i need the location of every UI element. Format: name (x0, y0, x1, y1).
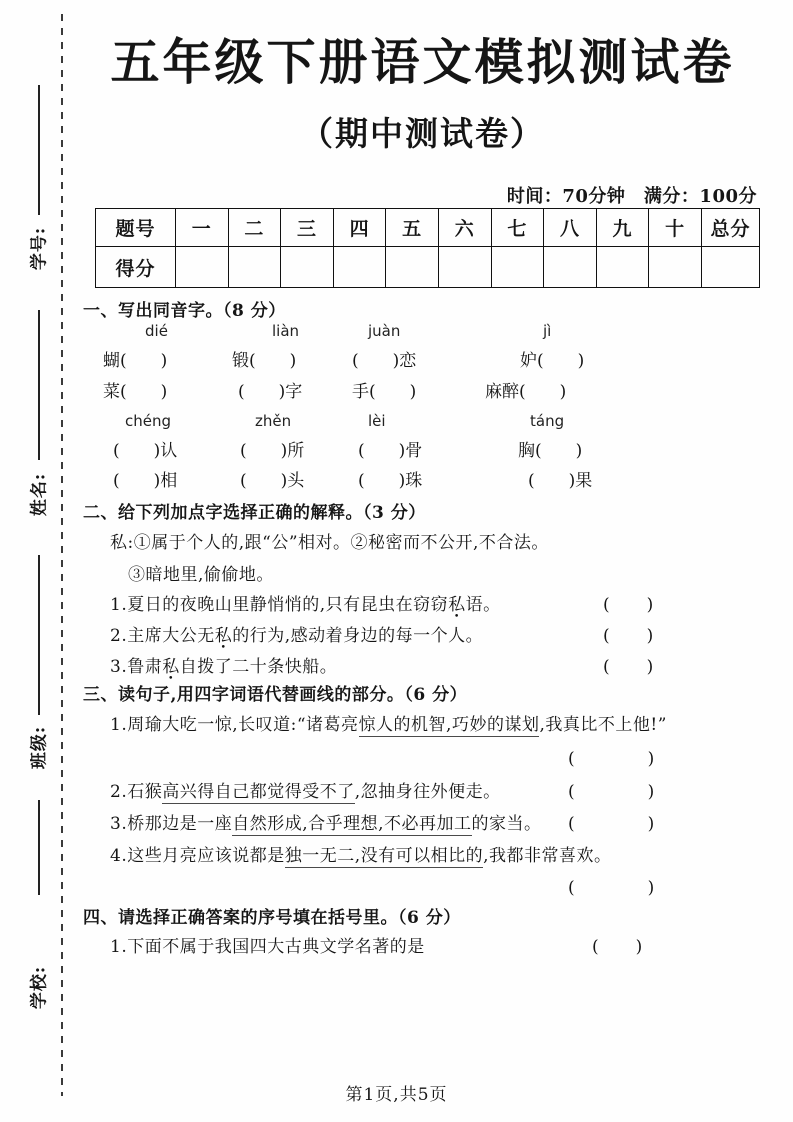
homophone-blank: ( )头 (240, 471, 305, 491)
score-table-cell: 二 (228, 209, 281, 247)
answer-bracket: ( ) (568, 814, 656, 834)
answer-bracket: ( ) (603, 657, 655, 677)
score-cell-empty (702, 247, 760, 288)
pinyin-zhen: zhěn (255, 412, 292, 430)
sentence-text: 4.这些月亮应该说都是 (110, 846, 285, 866)
answer-bracket: ( ) (592, 937, 644, 957)
score-table-cell: 四 (333, 209, 386, 247)
pinyin-juan: juàn (368, 322, 401, 340)
pinyin-cheng: chéng (125, 412, 172, 430)
underlined-text: 自然形成,合乎理想,不必再加工 (232, 814, 472, 834)
score-cell-empty (176, 247, 229, 288)
section2-item-2 (110, 621, 483, 646)
section3-item-4 (110, 841, 612, 866)
homophone-blank: 锻( ) (232, 351, 297, 371)
answer-bracket: ( ) (603, 595, 655, 615)
score-cell-empty (438, 247, 491, 288)
score-table-cell: 八 (544, 209, 597, 247)
answer-bracket: ( ) (568, 878, 656, 898)
sentence-text: ,我真比不上他!” (539, 715, 667, 735)
page-subtitle: （期中测试卷） (300, 114, 545, 153)
score-table-cell: 六 (438, 209, 491, 247)
homophone-blank: 菜( ) (103, 382, 168, 402)
homophone-blank: ( )骨 (358, 441, 423, 461)
score-table-cell: 一 (176, 209, 229, 247)
pinyin-ji: jì (543, 322, 552, 340)
homophone-blank: ( )珠 (358, 471, 423, 491)
pinyin-tang: táng (530, 412, 565, 430)
class-label: 班级: (29, 725, 50, 770)
student-id-label: 学号: (29, 226, 50, 271)
section1-heading: 一、写出同音字。（8 分） (83, 301, 286, 321)
dotted-character: 私 (162, 657, 180, 677)
section3-item-2 (110, 777, 501, 802)
homophone-blank: 妒( ) (520, 351, 585, 371)
dotted-character: 私 (448, 595, 466, 615)
dotted-character: 私 (214, 626, 233, 646)
underlined-text: 高兴得自己都觉得受不了 (162, 782, 355, 802)
score-table-header-row (96, 209, 760, 247)
score-table (95, 208, 760, 288)
section3-item-1 (110, 710, 667, 735)
score-cell-empty (544, 247, 597, 288)
sentence-text: 1.夏日的夜晚山里静悄悄的,只有昆虫在窃窃 (110, 595, 449, 615)
section2-heading: 二、给下列加点字选择正确的解释。（3 分） (83, 503, 426, 523)
student-id-blank-line (38, 85, 40, 215)
sentence-text: ,忽抽身往外便走。 (354, 782, 501, 802)
section4-item-1: 1.下面不属于我国四大古典文学名著的是 (110, 937, 425, 957)
homophone-blank: 蝴( ) (103, 351, 168, 371)
score-table-score-row (96, 247, 760, 288)
homophone-blank: ( )相 (113, 471, 178, 491)
section3-heading: 三、读句子,用四字词语代替画线的部分。（6 分） (83, 685, 468, 705)
homophone-blank: ( )认 (113, 441, 178, 461)
homophone-blank: 胸( ) (518, 441, 583, 461)
score-cell-empty (333, 247, 386, 288)
sentence-text: 语。 (465, 595, 501, 615)
sentence-text: 2.石猴 (110, 782, 163, 802)
underlined-text: 独一无二,没有可以相比的 (284, 846, 484, 866)
answer-bracket: ( ) (603, 626, 655, 646)
score-table-cell: 九 (596, 209, 649, 247)
section2-item-3 (110, 652, 337, 677)
sentence-text: 的家当。 (471, 814, 542, 834)
section3-item-3 (110, 809, 542, 834)
sentence-text: 自拨了二十条快船。 (179, 657, 338, 677)
page-number: 第1页,共5页 (345, 1085, 448, 1105)
time-score-info: 时间：70分钟 满分：100分 (506, 186, 757, 207)
sentence-text: 的行为,感动着身边的每一个人。 (232, 626, 484, 646)
school-blank-line (38, 800, 40, 895)
school-label: 学校: (29, 965, 50, 1010)
homophone-blank: 手( ) (352, 382, 417, 402)
homophone-blank: 麻醉( ) (485, 382, 567, 402)
pinyin-lian: liàn (272, 322, 300, 340)
answer-bracket: ( ) (568, 782, 656, 802)
score-cell-empty (228, 247, 281, 288)
dashed-cut-line (61, 14, 63, 1096)
page-title: 五年级下册语文模拟测试卷 (110, 33, 735, 91)
homophone-blank: ( )果 (528, 471, 593, 491)
score-table-cell: 十 (649, 209, 702, 247)
score-table-cell: 五 (386, 209, 439, 247)
score-cell-empty (386, 247, 439, 288)
homophone-blank: ( )字 (238, 382, 303, 402)
section4-heading: 四、请选择正确答案的序号填在括号里。（6 分） (83, 908, 461, 928)
score-table-cell: 题号 (96, 209, 176, 247)
score-table-cell: 三 (281, 209, 334, 247)
homophone-blank: ( )所 (240, 441, 305, 461)
definition-line-1: 私:①属于个人的,跟“公”相对。②秘密而不公开,不合法。 (110, 533, 549, 553)
definition-line-2: ③暗地里,偷偷地。 (128, 565, 274, 585)
score-row-label: 得分 (96, 247, 176, 288)
class-blank-line (38, 555, 40, 715)
underlined-text: 惊人的机智,巧妙的谋划 (358, 715, 540, 735)
score-table-cell: 七 (491, 209, 544, 247)
score-cell-empty (596, 247, 649, 288)
pinyin-lei: lèi (368, 412, 386, 430)
score-cell-empty (281, 247, 334, 288)
name-label: 姓名: (29, 472, 50, 517)
sentence-text: ,我都非常喜欢。 (483, 846, 612, 866)
pinyin-die: dié (145, 322, 168, 340)
homophone-blank: ( )恋 (352, 351, 417, 371)
answer-bracket: ( ) (568, 749, 656, 769)
score-cell-empty (491, 247, 544, 288)
section2-item-1 (110, 590, 501, 615)
sentence-text: 3.鲁肃 (110, 657, 163, 677)
score-table-cell: 总分 (702, 209, 760, 247)
sentence-text: 1.周瑜大吃一惊,长叹道:“诸葛亮 (110, 715, 359, 735)
score-cell-empty (649, 247, 702, 288)
sentence-text: 2.主席大公无 (110, 626, 215, 646)
sentence-text: 3.桥那边是一座 (110, 814, 233, 834)
name-blank-line (38, 310, 40, 460)
